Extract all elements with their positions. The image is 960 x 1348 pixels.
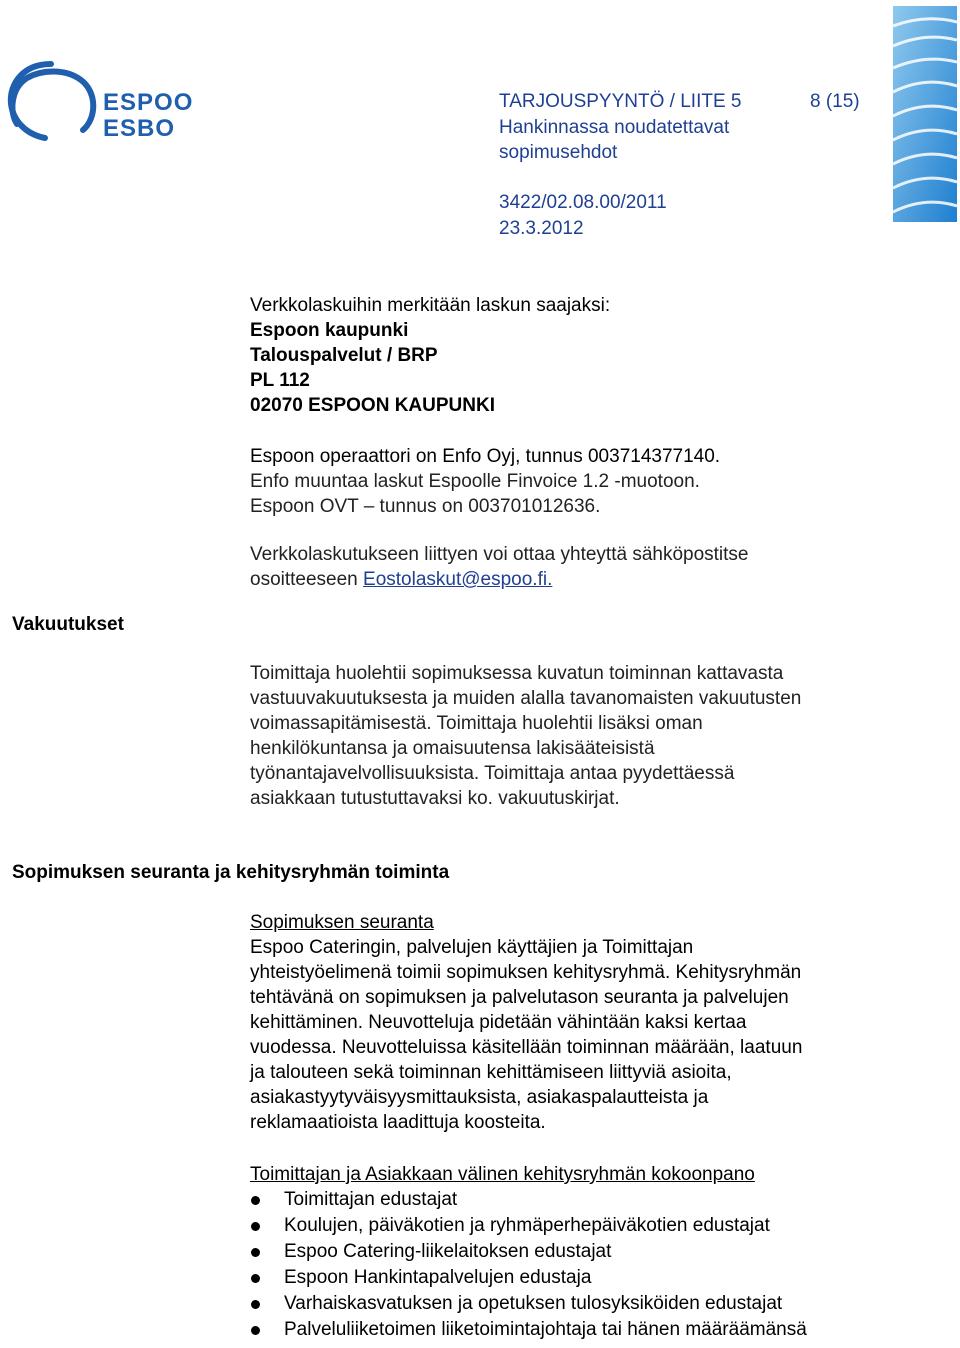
address-line: 02070 ESPOON KAUPUNKI <box>250 395 495 416</box>
document-date: 23.3.2012 <box>499 218 584 239</box>
member-list-item: Espoon Hankintapalvelujen edustaja <box>284 1267 592 1288</box>
followup-line: vuodessa. Neuvotteluissa käsitellään toiminnan määrään, laatuun <box>250 1037 803 1058</box>
contact-email-link[interactable]: Eostolaskut@espoo.fi. <box>363 569 553 590</box>
followup-line: reklamaatioista laadittuja koosteita. <box>250 1112 546 1133</box>
operator-line: Espoon OVT – tunnus on 003701012636. <box>250 496 601 517</box>
contact-line: Verkkolaskutukseen liittyen voi ottaa yhteyttä sähköpostitse <box>250 544 749 565</box>
insurance-line: työnantajavelvollisuuksista. Toimittaja antaa pyydettäessä <box>250 763 735 784</box>
decorative-wave-graphic <box>893 6 957 222</box>
address-line: Talouspalvelut / BRP <box>250 345 438 366</box>
followup-line: tehtävänä on sopimuksen ja palvelutason seuranta ja palvelujen <box>250 987 789 1008</box>
bullet-icon <box>251 1222 260 1231</box>
contact-prefix: osoitteeseen <box>250 569 358 590</box>
contact-line-with-email <box>250 567 552 592</box>
bullet-icon <box>251 1326 260 1335</box>
insurance-line: vastuuvakuutuksesta ja muiden alalla tavanomaisten vakuutusten <box>250 688 802 709</box>
document-subtitle-line1: Hankinnassa noudatettavat <box>499 117 730 138</box>
followup-sub-heading: Sopimuksen seuranta <box>250 912 434 933</box>
followup-line: asiakastyytyväisyysmittauksista, asiakaspalautteista ja <box>250 1087 709 1108</box>
insurance-line: voimassapitämisestä. Toimittaja huolehtii lisäksi oman <box>250 713 703 734</box>
insurance-line: asiakkaan tutustuttavaksi ko. vakuutuskirjat. <box>250 788 620 809</box>
page-number: 8 (15) <box>810 91 860 112</box>
followup-line: kehittäminen. Neuvotteluja pidetään vähintään kaksi kertaa <box>250 1012 747 1033</box>
insurance-line: henkilökuntansa ja omaisuutensa lakisääteisistä <box>250 738 655 759</box>
reference-number: 3422/02.08.00/2011 <box>499 192 667 213</box>
followup-line: Espoo Cateringin, palvelujen käyttäjien ja Toimittajan <box>250 937 694 958</box>
invoice-intro: Verkkolaskuihin merkitään laskun saajaksi: <box>250 295 611 316</box>
logo-text-espoo: ESPOO <box>103 89 194 116</box>
document-title: TARJOUSPYYNTÖ / LIITE 5 <box>499 91 742 112</box>
followup-heading: Sopimuksen seuranta ja kehitysryhmän toiminta <box>12 862 450 883</box>
insurance-line: Toimittaja huolehtii sopimuksessa kuvatun toiminnan kattavasta <box>250 663 784 684</box>
member-list-item: Palveluliiketoimen liiketoimintajohtaja tai hänen määräämänsä <box>284 1319 807 1340</box>
address-line: Espoon kaupunki <box>250 320 409 341</box>
member-list-item: Koulujen, päiväkotien ja ryhmäperhepäiväkotien edustajat <box>284 1215 770 1236</box>
logo-text-esbo: ESBO <box>103 115 176 142</box>
bullet-icon <box>251 1274 260 1283</box>
insurance-heading: Vakuutukset <box>12 614 124 635</box>
member-list-item: Espoo Catering-liikelaitoksen edustajat <box>284 1241 612 1262</box>
member-list-item: Varhaiskasvatuksen ja opetuksen tulosyksiköiden edustajat <box>284 1293 783 1314</box>
operator-line: Espoon operaattori on Enfo Oyj, tunnus 003714377140. <box>250 446 721 467</box>
espoo-logo <box>5 58 195 142</box>
followup-line: ja talouteen sekä toiminnan kehittämiseen liittyviä asioita, <box>250 1062 732 1083</box>
bullet-icon <box>251 1196 260 1205</box>
operator-line: Enfo muuntaa laskut Espoolle Finvoice 1.2 -muotoon. <box>250 471 700 492</box>
document-subtitle-line2: sopimusehdot <box>499 142 618 163</box>
bullet-icon <box>251 1300 260 1309</box>
followup-line: yhteistyöelimenä toimii sopimuksen kehitysryhmä. Kehitysryhmän <box>250 962 802 983</box>
member-list-item: Toimittajan edustajat <box>284 1189 458 1210</box>
bullet-icon <box>251 1248 260 1257</box>
address-line: PL 112 <box>250 370 310 391</box>
composition-heading: Toimittajan ja Asiakkaan välinen kehitysryhmän kokoonpano <box>250 1164 755 1185</box>
